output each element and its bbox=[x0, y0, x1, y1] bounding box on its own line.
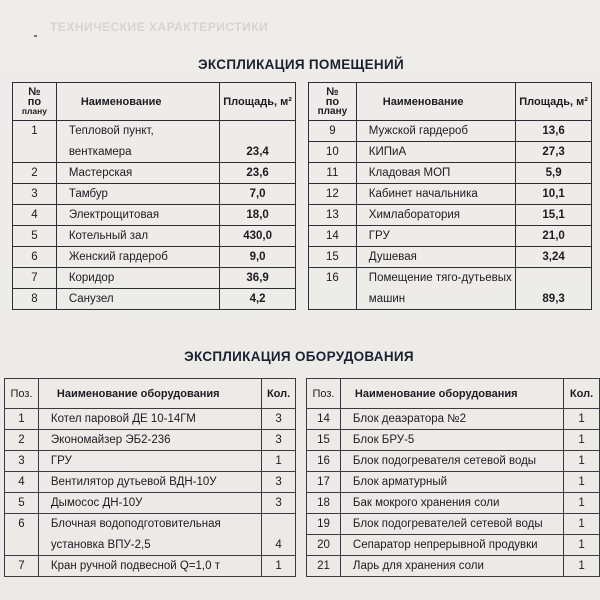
room-num: 5 bbox=[13, 226, 57, 247]
equip-pos: 21 bbox=[307, 556, 341, 577]
room-name: Коридор bbox=[56, 268, 219, 289]
room-name: Котельный зал bbox=[56, 226, 219, 247]
room-num: 4 bbox=[13, 205, 57, 226]
equip-name: Дымосос ДН-10У bbox=[38, 493, 261, 514]
equip-qty: 1 bbox=[564, 535, 600, 556]
equip-qty: 1 bbox=[564, 493, 600, 514]
equip-name-cont: установка ВПУ-2,5 bbox=[38, 535, 261, 556]
equip-pos: 1 bbox=[5, 409, 39, 430]
room-num: 6 bbox=[13, 247, 57, 268]
equipment-title: ЭКСПЛИКАЦИЯ ОБОРУДОВАНИЯ bbox=[184, 349, 414, 364]
equip-name: Ларь для хранения соли bbox=[340, 556, 563, 577]
room-name: Санузел bbox=[56, 289, 219, 310]
area-header: Площадь, м² bbox=[516, 83, 592, 121]
equip-name: Блок подогревателя сетевой воды bbox=[340, 451, 563, 472]
num-header: № по плану bbox=[309, 83, 357, 121]
room-area-empty bbox=[516, 268, 592, 289]
faded-heading: ТЕХНИЧЕСКИЕ ХАРАКТЕРИСТИКИ bbox=[50, 20, 269, 34]
equip-name: Блок деаэратора №2 bbox=[340, 409, 563, 430]
equip-pos: 18 bbox=[307, 493, 341, 514]
room-area: 15,1 bbox=[516, 205, 592, 226]
equip-qty: 1 bbox=[564, 472, 600, 493]
rooms-table-right bbox=[308, 82, 592, 310]
equip-qty: 1 bbox=[564, 514, 600, 535]
equip-name: Сепаратор непрерывной продувки bbox=[340, 535, 563, 556]
room-num: 11 bbox=[309, 163, 357, 184]
room-area: 27,3 bbox=[516, 142, 592, 163]
pos-header: Поз. bbox=[5, 379, 39, 409]
equip-pos: 2 bbox=[5, 430, 39, 451]
rooms-title: ЭКСПЛИКАЦИЯ ПОМЕЩЕНИЙ bbox=[198, 57, 404, 72]
name-header: Наименование bbox=[356, 83, 515, 121]
equip-name: Бак мокрого хранения соли bbox=[340, 493, 563, 514]
room-name: КИПиА bbox=[356, 142, 515, 163]
equip-qty: 4 bbox=[262, 535, 296, 556]
room-name: Кладовая МОП bbox=[356, 163, 515, 184]
room-name-cont: венткамера bbox=[56, 142, 219, 163]
room-name: Помещение тяго-дутьевых bbox=[356, 268, 515, 289]
room-num: 13 bbox=[309, 205, 357, 226]
rooms-table-left bbox=[12, 82, 296, 310]
qty-header: Кол. bbox=[262, 379, 296, 409]
equip-name: Блочная водоподготовительная bbox=[38, 514, 261, 535]
room-area: 13,6 bbox=[516, 121, 592, 142]
equip-name: Блок БРУ-5 bbox=[340, 430, 563, 451]
equip-qty: 3 bbox=[262, 472, 296, 493]
equip-qty: 3 bbox=[262, 493, 296, 514]
room-name: Мастерская bbox=[56, 163, 219, 184]
equip-qty: 1 bbox=[564, 451, 600, 472]
equip-name: ГРУ bbox=[38, 451, 261, 472]
equip-pos: 7 bbox=[5, 556, 39, 577]
equip-pos: 15 bbox=[307, 430, 341, 451]
room-num-empty bbox=[13, 142, 57, 163]
equip-qty: 1 bbox=[564, 430, 600, 451]
equip-qty: 1 bbox=[262, 556, 296, 577]
equip-pos: 16 bbox=[307, 451, 341, 472]
equip-qty: 1 bbox=[262, 451, 296, 472]
room-name: Химлаборатория bbox=[356, 205, 515, 226]
room-name: ГРУ bbox=[356, 226, 515, 247]
room-num: 16 bbox=[309, 268, 357, 289]
equipment-table-left bbox=[4, 378, 296, 577]
room-num: 10 bbox=[309, 142, 357, 163]
room-area: 10,1 bbox=[516, 184, 592, 205]
room-num: 1 bbox=[13, 121, 57, 142]
equip-pos: 3 bbox=[5, 451, 39, 472]
name-header: Наименование bbox=[56, 83, 219, 121]
room-name: Кабинет начальника bbox=[356, 184, 515, 205]
equip-pos: 19 bbox=[307, 514, 341, 535]
equip-pos: 17 bbox=[307, 472, 341, 493]
room-area: 21,0 bbox=[516, 226, 592, 247]
equip-pos: 5 bbox=[5, 493, 39, 514]
room-name-cont: машин bbox=[356, 289, 515, 310]
room-area-empty bbox=[220, 121, 296, 142]
room-num: 12 bbox=[309, 184, 357, 205]
equip-pos: 20 bbox=[307, 535, 341, 556]
room-num: 14 bbox=[309, 226, 357, 247]
speck bbox=[34, 35, 37, 37]
room-name: Тепловой пункт, bbox=[56, 121, 219, 142]
equip-name-header: Наименование оборудования bbox=[38, 379, 261, 409]
equipment-table-right bbox=[306, 378, 600, 577]
room-num: 2 bbox=[13, 163, 57, 184]
equip-qty-empty bbox=[262, 514, 296, 535]
equip-name-header: Наименование оборудования bbox=[340, 379, 563, 409]
room-area: 18,0 bbox=[220, 205, 296, 226]
equip-pos: 4 bbox=[5, 472, 39, 493]
room-num-empty bbox=[309, 289, 357, 310]
equip-qty: 3 bbox=[262, 409, 296, 430]
room-name: Электрощитовая bbox=[56, 205, 219, 226]
room-area: 4,2 bbox=[220, 289, 296, 310]
room-name: Душевая bbox=[356, 247, 515, 268]
room-num: 8 bbox=[13, 289, 57, 310]
equip-name: Вентилятор дутьевой ВДН-10У bbox=[38, 472, 261, 493]
equip-qty: 1 bbox=[564, 409, 600, 430]
room-name: Женский гардероб bbox=[56, 247, 219, 268]
equip-name: Кран ручной подвесной Q=1,0 т bbox=[38, 556, 261, 577]
room-area: 5,9 bbox=[516, 163, 592, 184]
qty-header: Кол. bbox=[564, 379, 600, 409]
equip-pos: 14 bbox=[307, 409, 341, 430]
equip-qty: 1 bbox=[564, 556, 600, 577]
room-num: 9 bbox=[309, 121, 357, 142]
room-num: 15 bbox=[309, 247, 357, 268]
equip-pos: 6 bbox=[5, 514, 39, 535]
area-header: Площадь, м² bbox=[220, 83, 296, 121]
room-name: Мужской гардероб bbox=[356, 121, 515, 142]
room-area: 430,0 bbox=[220, 226, 296, 247]
num-header: № по плану bbox=[13, 83, 57, 121]
equip-name: Экономайзер ЭБ2-236 bbox=[38, 430, 261, 451]
room-area: 3,24 bbox=[516, 247, 592, 268]
pos-header: Поз. bbox=[307, 379, 341, 409]
room-num: 7 bbox=[13, 268, 57, 289]
room-name: Тамбур bbox=[56, 184, 219, 205]
equip-qty: 3 bbox=[262, 430, 296, 451]
room-area: 7,0 bbox=[220, 184, 296, 205]
room-area: 89,3 bbox=[516, 289, 592, 310]
equip-name: Блок арматурный bbox=[340, 472, 563, 493]
room-num: 3 bbox=[13, 184, 57, 205]
equip-name: Котел паровой ДЕ 10-14ГМ bbox=[38, 409, 261, 430]
room-area: 36,9 bbox=[220, 268, 296, 289]
room-area: 9,0 bbox=[220, 247, 296, 268]
equip-name: Блок подогревателей сетевой воды bbox=[340, 514, 563, 535]
room-area: 23,4 bbox=[220, 142, 296, 163]
room-area: 23,6 bbox=[220, 163, 296, 184]
equip-pos-empty bbox=[5, 535, 39, 556]
